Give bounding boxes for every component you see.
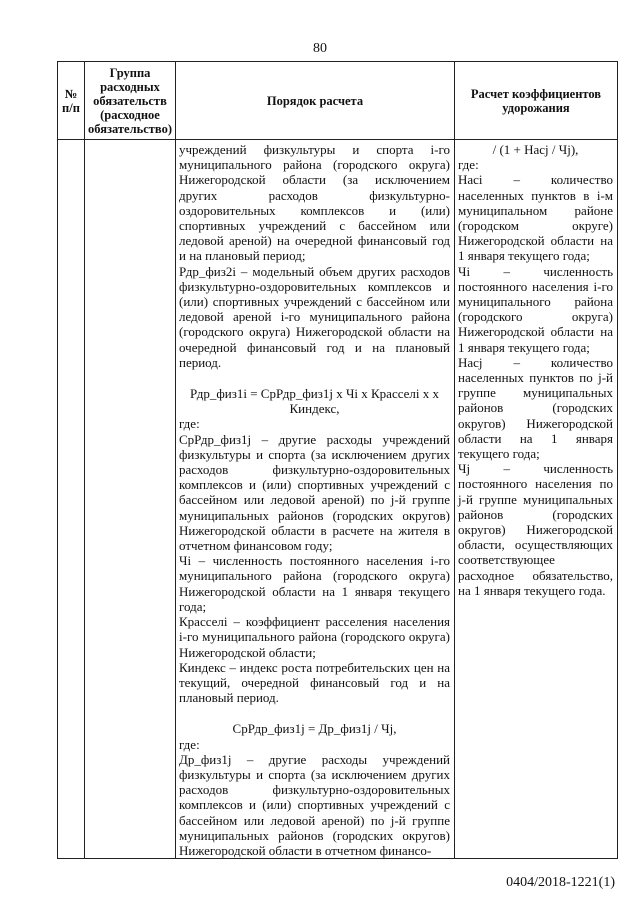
order-paragraph: учреждений физкультуры и спорта i-го муниципального района (городского округа) Нижегородской области (за исключением других расходов физкультурно-оздоровительных комплексов и (или) спортивных учреждений с бассейном или ледовой ареной) на очередной финансовый год и на плановый период; xyxy=(179,142,450,264)
where-label: где: xyxy=(458,157,479,173)
formula: / (1 + Насj / Чj), xyxy=(492,142,579,157)
cell-number xyxy=(58,140,85,859)
cell-coefficient-calculation xyxy=(455,140,618,859)
where-label: где: xyxy=(179,416,200,432)
coef-paragraph: Насj – количество населенных пунктов по j-й группе муниципальных районов (городских округов) Нижегородской области на 1 января текущего года; xyxy=(458,354,613,462)
order-paragraph: Красселi – коэффициент расселения населения i-го муниципального района (городского округа) Нижегородской области; xyxy=(179,614,450,660)
header-number: № п/п xyxy=(58,62,85,140)
header-calculation-order: Порядок расчета xyxy=(176,62,455,140)
coef-paragraph: Чi – численность постоянного населения i-го муниципального района (городского округа) Нижегородской области на 1 января текущего года; xyxy=(458,263,613,355)
formula: СрРдр_физ1j = Др_физ1j / Чj, xyxy=(232,721,397,737)
table-body-row xyxy=(58,140,618,859)
order-paragraph: Рдр_физ2i – модельный объем других расходов физкультурно-оздоровительных комплексов и (или) спортивных учреждений с бассейном или ледовой ареной i-го муниципального района (городского округа) Нижегородской области на очередной финансовый год и на плановый период. xyxy=(179,263,450,370)
calculation-table xyxy=(57,61,618,859)
order-paragraph: СрРдр_физ1j – другие расходы учреждений физкультуры и спорта (за исключением других расходов физкультурно-оздоровительных комплексов и (или) спортивных учреждений с бассейном или ледовой ареной) по j-й группе муниципальных районов (городских округов) Нижегородской области в расчете на жителя в отчетном финансовом году; xyxy=(179,431,450,554)
formula: Рдр_физ1i = СрРдр_физ1j x Чi x Красселi x x Киндекс, xyxy=(189,386,440,417)
cell-expense-group xyxy=(85,140,176,859)
where-label: где: xyxy=(179,736,200,752)
header-coefficient-calculation: Расчет коэффициентов удорожания xyxy=(455,62,618,140)
coef-paragraph: Насi – количество населенных пунктов в i-м муниципальном районе (городском округе) Нижегородской области на 1 января текущего года; xyxy=(458,172,613,264)
table-header-row xyxy=(58,62,618,140)
order-paragraph: Киндекс – индекс роста потребительских цен на текущий, очередной финансовый год и на плановый период. xyxy=(179,659,450,706)
coef-paragraph: Чj – численность постоянного населения по j-й группе муниципальных районов (городских округов) Нижегородской области, осуществляющих соответствующее расходное обязательство, на 1 января текущего года. xyxy=(458,461,613,598)
page-number: 80 xyxy=(313,41,327,56)
cell-calculation-order xyxy=(176,140,455,859)
order-paragraph: Др_физ1j – другие расходы учреждений физкультуры и спорта (за исключением других расходов физкультурно-оздоровительных комплексов и (или) спортивных учреждений с бассейном или ледовой ареной) по j-й группе муниципальных районов (городских округов) Нижегородской области в отчетном финансо- xyxy=(179,751,450,858)
header-expense-group: Группа расходных обязательств (расходное обязательство) xyxy=(85,62,176,140)
order-paragraph: Чi – численность постоянного населения i-го муниципального района (городского округа) Нижегородской области на 1 января текущего года; xyxy=(179,553,450,614)
document-code: 0404/2018-1221(1) xyxy=(506,875,615,890)
